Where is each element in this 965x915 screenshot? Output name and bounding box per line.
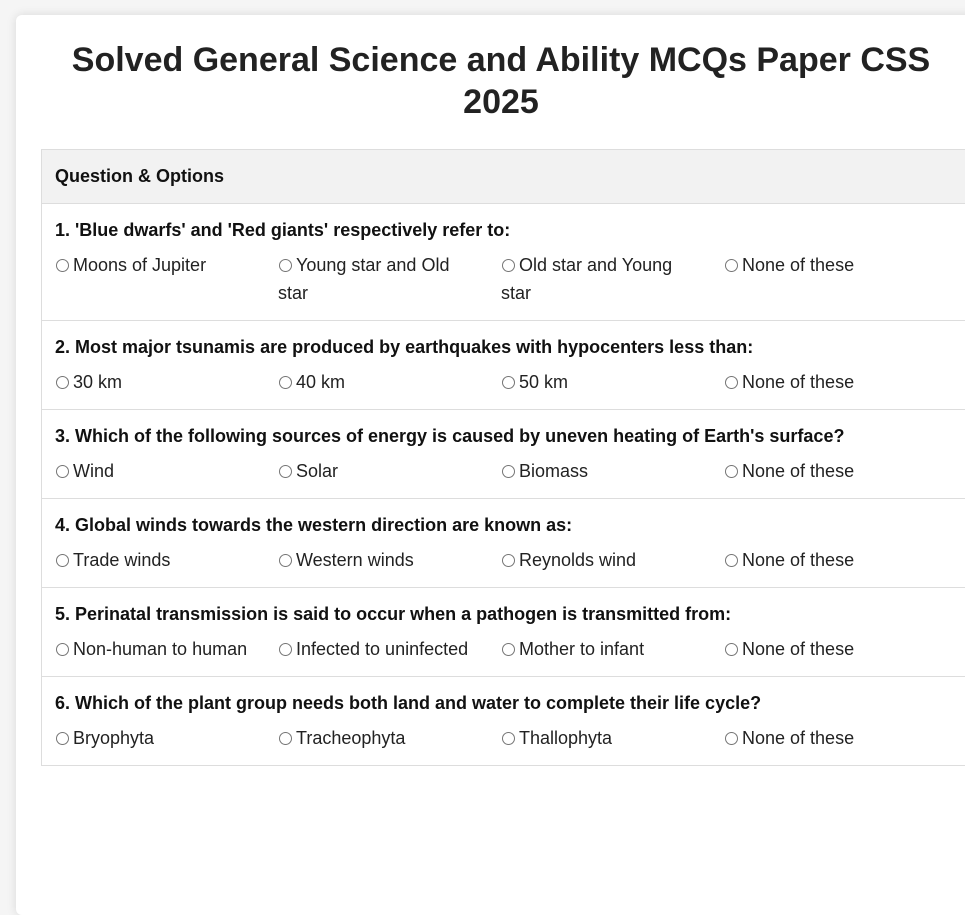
question-label: Most major tsunamis are produced by earthquakes with hypocenters less than: [75, 337, 753, 357]
option-text: 50 km [519, 372, 568, 392]
radio-button[interactable] [502, 732, 515, 745]
option-label[interactable] [501, 251, 724, 307]
question-label: Global winds towards the western direction are known as: [75, 515, 572, 535]
option-label[interactable] [55, 251, 278, 307]
options-group [55, 546, 965, 574]
question-number: 1. [55, 220, 70, 240]
question-cell [42, 588, 965, 677]
question-text [55, 514, 965, 536]
question-cell [42, 677, 965, 766]
option-label[interactable] [278, 724, 501, 752]
option-text: Mother to infant [519, 639, 644, 659]
option-text: None of these [742, 639, 854, 659]
radio-button[interactable] [56, 465, 69, 478]
table-body [42, 204, 965, 766]
option-text: Thallophyta [519, 728, 612, 748]
question-text [55, 219, 965, 241]
option-text: None of these [742, 728, 854, 748]
table-header-question-options: Question & Options [42, 150, 965, 204]
question-cell [42, 321, 965, 410]
radio-button[interactable] [725, 554, 738, 567]
option-label[interactable] [55, 724, 278, 752]
option-label[interactable] [501, 457, 724, 485]
option-text: None of these [742, 461, 854, 481]
option-text: 30 km [73, 372, 122, 392]
question-label: Which of the following sources of energy is caused by uneven heating of Earth's surface? [75, 426, 844, 446]
radio-button[interactable] [279, 643, 292, 656]
question-text [55, 692, 965, 714]
options-group [55, 368, 965, 396]
option-label[interactable] [724, 546, 947, 574]
option-text: Reynolds wind [519, 550, 636, 570]
option-label[interactable] [278, 368, 501, 396]
radio-button[interactable] [279, 376, 292, 389]
option-label[interactable] [724, 457, 947, 485]
radio-button[interactable] [279, 259, 292, 272]
radio-button[interactable] [56, 376, 69, 389]
option-text: Wind [73, 461, 114, 481]
radio-button[interactable] [502, 376, 515, 389]
option-label[interactable] [501, 546, 724, 574]
option-label[interactable] [501, 635, 724, 663]
option-label[interactable] [55, 546, 278, 574]
question-row [42, 410, 965, 499]
option-text: Tracheophyta [296, 728, 405, 748]
radio-button[interactable] [725, 376, 738, 389]
page-title: Solved General Science and Ability MCQs Paper CSS 2025 [42, 39, 960, 123]
option-text: Western winds [296, 550, 414, 570]
option-label[interactable] [501, 724, 724, 752]
option-text: None of these [742, 550, 854, 570]
question-text [55, 603, 965, 625]
question-number: 6. [55, 693, 70, 713]
option-text: Bryophyta [73, 728, 154, 748]
option-label[interactable] [724, 724, 947, 752]
option-text: Biomass [519, 461, 588, 481]
option-text: Infected to uninfected [296, 639, 468, 659]
radio-button[interactable] [502, 554, 515, 567]
option-text: Moons of Jupiter [73, 255, 206, 275]
radio-button[interactable] [725, 259, 738, 272]
option-text: Old star and Young star [501, 255, 672, 303]
option-label[interactable] [278, 635, 501, 663]
radio-button[interactable] [725, 732, 738, 745]
question-row [42, 588, 965, 677]
question-cell [42, 204, 965, 321]
radio-button[interactable] [279, 732, 292, 745]
option-label[interactable] [724, 368, 947, 396]
radio-button[interactable] [502, 259, 515, 272]
question-cell [42, 499, 965, 588]
option-label[interactable] [55, 457, 278, 485]
radio-button[interactable] [502, 465, 515, 478]
radio-button[interactable] [279, 554, 292, 567]
option-label[interactable] [278, 251, 501, 307]
mcq-table [41, 149, 965, 766]
question-label: 'Blue dwarfs' and 'Red giants' respectively refer to: [75, 220, 510, 240]
radio-button[interactable] [56, 732, 69, 745]
option-label[interactable] [724, 251, 947, 307]
option-label[interactable] [501, 368, 724, 396]
option-text: None of these [742, 372, 854, 392]
question-number: 3. [55, 426, 70, 446]
option-text: 40 km [296, 372, 345, 392]
radio-button[interactable] [502, 643, 515, 656]
radio-button[interactable] [279, 465, 292, 478]
radio-button[interactable] [56, 554, 69, 567]
question-label: Perinatal transmission is said to occur when a pathogen is transmitted from: [75, 604, 731, 624]
option-text: None of these [742, 255, 854, 275]
option-label[interactable] [55, 368, 278, 396]
question-text [55, 425, 965, 447]
question-row [42, 499, 965, 588]
option-label[interactable] [278, 457, 501, 485]
table-header-row [42, 150, 965, 204]
radio-button[interactable] [56, 259, 69, 272]
question-number: 5. [55, 604, 70, 624]
question-row [42, 321, 965, 410]
options-group [55, 251, 965, 307]
option-text: Trade winds [73, 550, 170, 570]
question-row [42, 677, 965, 766]
options-group [55, 457, 965, 485]
question-cell [42, 410, 965, 499]
question-text [55, 336, 965, 358]
options-group [55, 724, 965, 752]
option-text: Non-human to human [73, 639, 247, 659]
radio-button[interactable] [725, 465, 738, 478]
question-row [42, 204, 965, 321]
option-text: Solar [296, 461, 338, 481]
option-label[interactable] [55, 635, 278, 663]
option-label[interactable] [724, 635, 947, 663]
question-number: 4. [55, 515, 70, 535]
option-label[interactable] [278, 546, 501, 574]
radio-button[interactable] [725, 643, 738, 656]
question-label: Which of the plant group needs both land and water to complete their life cycle? [75, 693, 761, 713]
question-number: 2. [55, 337, 70, 357]
options-group [55, 635, 965, 663]
quiz-card [16, 15, 965, 915]
radio-button[interactable] [56, 643, 69, 656]
option-text: Young star and Old star [278, 255, 449, 303]
